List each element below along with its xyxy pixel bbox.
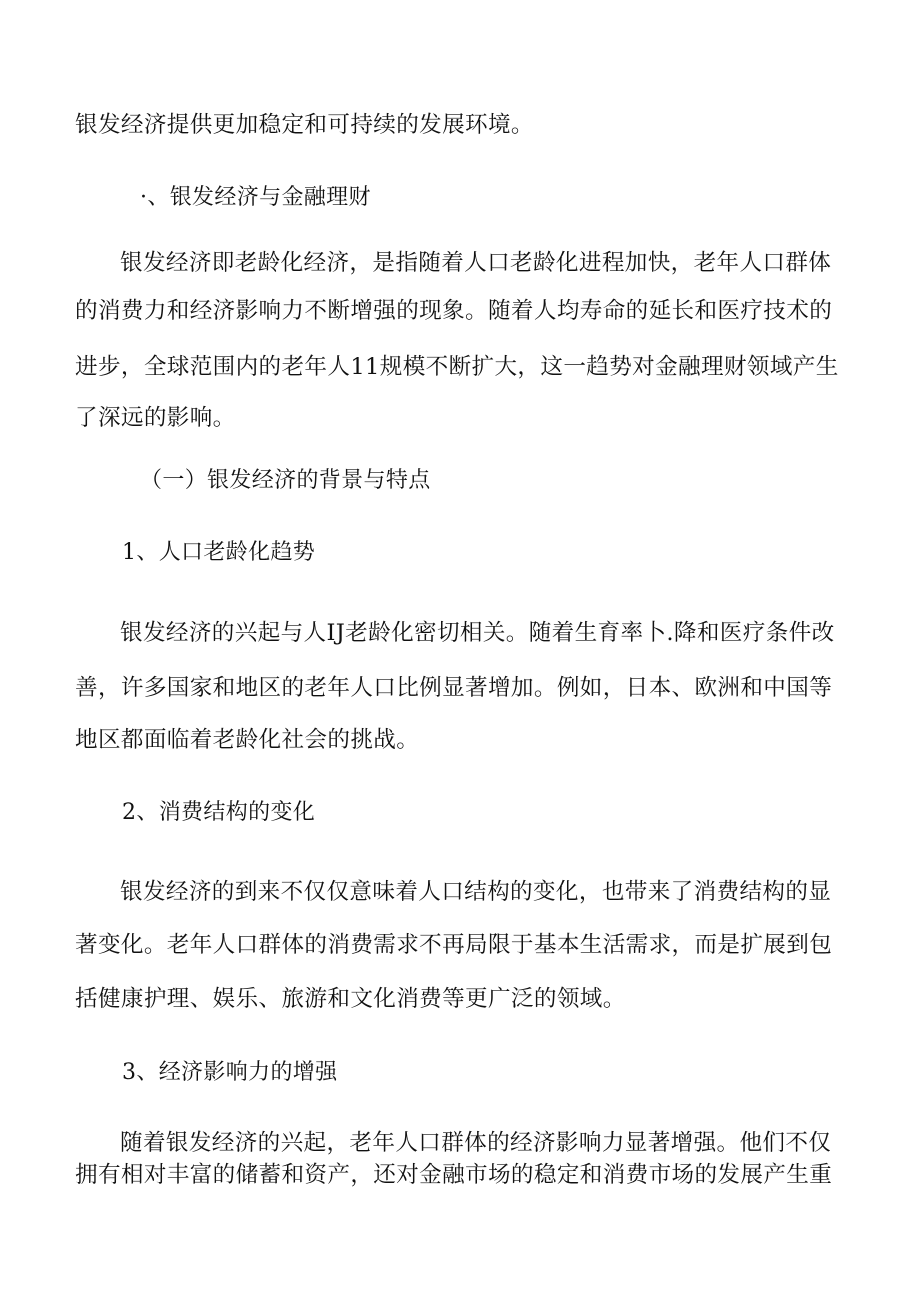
paragraph-line: 拥有相对丰富的储蓄和资产，还对金融市场的稳定和消费市场的发展产生重 — [75, 1162, 833, 1188]
subsection-heading: （一）银发经济的背景与特点 — [140, 468, 431, 493]
paragraph-line: 了深远的影响。 — [75, 405, 236, 431]
paragraph-line: 的消费力和经济影响力不断增强的现象。随着人均寿命的延长和医疗技术的 — [75, 298, 833, 324]
paragraph-line: 银发经济的到来不仅仅意味着人口结构的变化，也带来了消费结构的显 — [120, 879, 832, 905]
item-heading: 1、人口老龄化趋势 — [122, 540, 316, 565]
paragraph-line: 银发经济即老龄化经济，是指随着人口老龄化进程加快，老年人口群体 — [120, 250, 832, 276]
section-heading: ·、银发经济与金融理财 — [140, 185, 371, 210]
paragraph-line: 善，许多国家和地区的老年人口比例显著增加。例如，日本、欧洲和中国等 — [75, 675, 833, 701]
paragraph-line: 括健康护理、娱乐、旅游和文化消费等更广泛的领域。 — [75, 986, 626, 1012]
paragraph-line: 进步，全球范围内的老年人11规模不断扩大，这一趋势对金融理财领域产生 — [75, 354, 839, 380]
paragraph-line: 随着银发经济的兴起，老年人口群体的经济影响力显著增强。他们不仅 — [120, 1130, 832, 1156]
paragraph-line: 银发经济的兴起与人IJ老龄化密切相关。随着生育率卜.降和医疗条件改 — [120, 620, 835, 646]
paragraph-line: 著变化。老年人口群体的消费需求不再局限于基本生活需求，而是扩展到包 — [75, 932, 833, 958]
item-heading: 2、消费结构的变化 — [122, 800, 316, 825]
paragraph-line: 银发经济提供更加稳定和可持续的发展环境。 — [75, 112, 534, 138]
paragraph-line: 地区都面临着老龄化社会的挑战。 — [75, 727, 420, 753]
item-heading: 3、经济影响力的增强 — [122, 1060, 338, 1085]
